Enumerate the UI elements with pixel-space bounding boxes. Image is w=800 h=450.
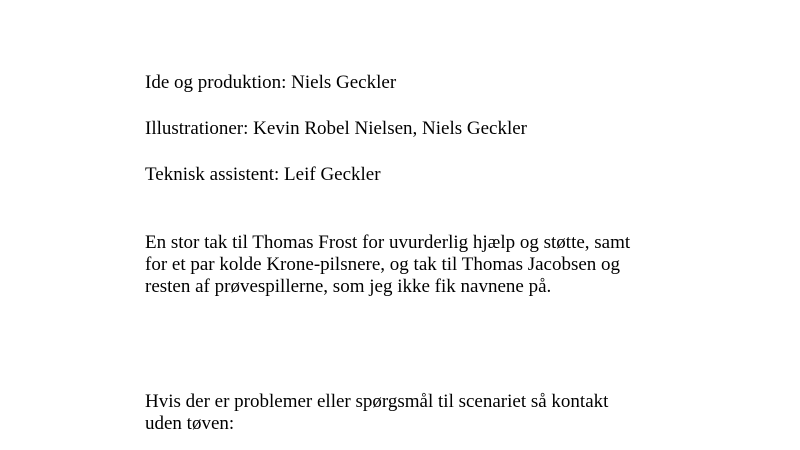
thanks-line: for et par kolde Krone-pilsnere, og tak til Thomas Jacobsen og <box>145 254 621 275</box>
credit-technical: Teknisk assistent: Leif Geckler <box>145 164 381 185</box>
thanks-line: resten af prøvespillerne, som jeg ikke fik navnene på. <box>145 276 552 297</box>
contact-paragraph <box>145 391 608 435</box>
credit-production: Ide og produktion: Niels Geckler <box>145 72 397 93</box>
thanks-paragraph <box>145 232 630 298</box>
thanks-line: En stor tak til Thomas Frost for uvurderlig hjælp og støtte, samt <box>145 232 631 253</box>
contact-line: uden tøven: <box>145 413 235 434</box>
contact-line: Hvis der er problemer eller spørgsmål til scenariet så kontakt <box>145 391 609 412</box>
credit-illustrations: Illustrationer: Kevin Robel Nielsen, Niels Geckler <box>145 118 528 139</box>
